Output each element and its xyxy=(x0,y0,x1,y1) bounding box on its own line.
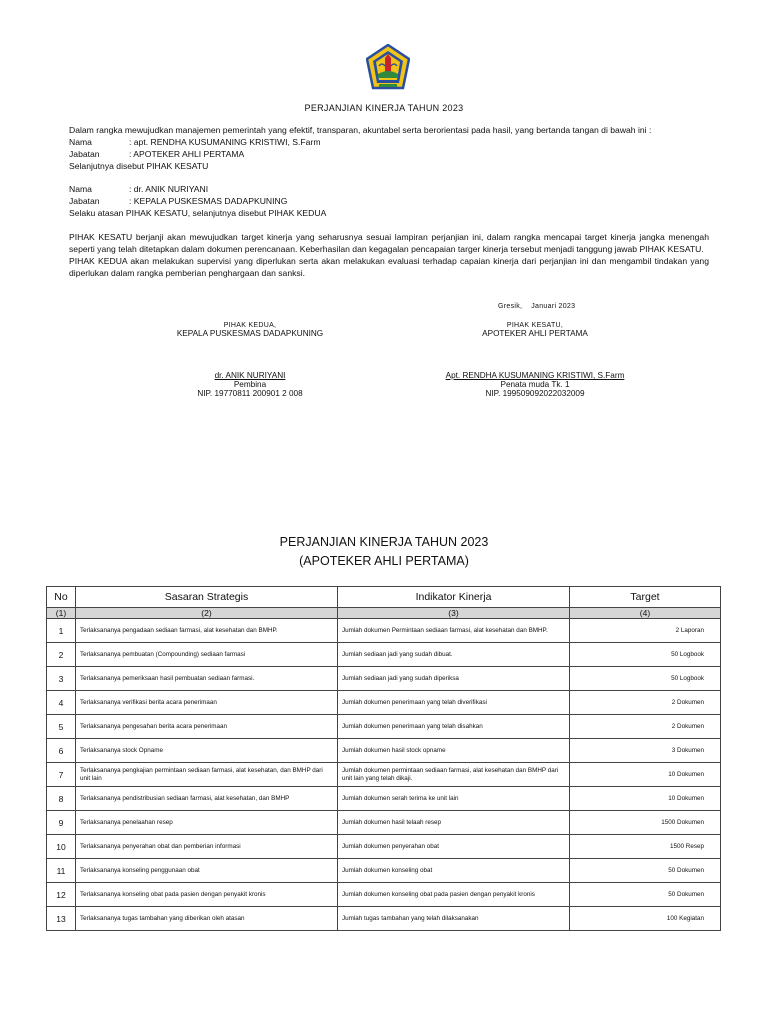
cell-target: 2 Dokumen xyxy=(570,691,721,715)
cell-target: 50 Logbook xyxy=(570,643,721,667)
cell-indikator: Jumlah dokumen penerimaan yang telah diverifikasi xyxy=(338,691,570,715)
signature-left-role: PIHAK KEDUA, xyxy=(223,322,277,329)
index-col-2: (2) xyxy=(76,608,338,619)
table-row xyxy=(47,907,721,931)
paragraph-supervision: PIHAK KEDUA akan melakukan supervisi yang diperlukan serta akan melakukan evaluasi terhadap capaian kinerja dari perjanjian ini dan mengambil tindakan yang diperlukan dalam rangka pemberian penghargaan dan sanksi. xyxy=(69,256,709,278)
index-col-4: (4) xyxy=(570,608,721,619)
party2-position-label: Jabatan xyxy=(69,196,100,206)
cell-no: 7 xyxy=(47,763,76,787)
party1-alias: Selanjutnya disebut PIHAK KESATU xyxy=(69,161,209,171)
table-row xyxy=(47,811,721,835)
cell-no: 13 xyxy=(47,907,76,931)
party2-alias: Selaku atasan PIHAK KESATU, selanjutnya disebut PIHAK KEDUA xyxy=(69,208,327,218)
party1-position-label: Jabatan xyxy=(69,149,100,159)
paragraph-responsibility: PIHAK KESATU berjanji akan mewujudkan target kinerja yang seharusnya sesuai lampiran perjanjian ini, dalam rangka mencapai target kinerja jangka menengah seperti yang telah ditetapkan dalam dokumen perencanaan. Keberhasilan dan kegagalan pencapaian targer kinerja tersebut menjadi tanggung jawab PIHAK KESATU. xyxy=(69,232,709,254)
signature-right-nip: NIP. 199509092022032009 xyxy=(485,389,585,398)
party1-name-label: Nama xyxy=(69,137,92,147)
party2-name-value: : dr. ANIK NURIYANI xyxy=(129,184,209,194)
cell-no: 9 xyxy=(47,811,76,835)
table-row xyxy=(47,643,721,667)
table-row xyxy=(47,835,721,859)
signature-left-title: KEPALA PUSKESMAS DADAPKUNING xyxy=(176,329,324,338)
party1-position-value: : APOTEKER AHLI PERTAMA xyxy=(129,149,245,159)
signature-right xyxy=(415,322,655,398)
cell-indikator: Jumlah sediaan jadi yang sudah diperiksa xyxy=(338,667,570,691)
cell-no: 3 xyxy=(47,667,76,691)
cell-target: 2 Dokumen xyxy=(570,715,721,739)
table-row xyxy=(47,883,721,907)
cell-no: 2 xyxy=(47,643,76,667)
table-header-row xyxy=(47,587,721,608)
cell-sasaran: Terlaksananya konseling obat pada pasien dengan penyakit kronis xyxy=(76,883,338,907)
party2-position-value: : KEPALA PUSKESMAS DADAPKUNING xyxy=(129,196,288,206)
performance-table xyxy=(46,586,721,931)
cell-no: 10 xyxy=(47,835,76,859)
cell-sasaran: Terlaksananya pemeriksaan hasil pembuatan sediaan farmasi. xyxy=(76,667,338,691)
cell-indikator: Jumlah dokumen permintaan sediaan farmasi, alat kesehatan dan BMHP dari unit lain yang telah dikaji. xyxy=(338,763,570,787)
cell-no: 8 xyxy=(47,787,76,811)
cell-no: 4 xyxy=(47,691,76,715)
table-row xyxy=(47,739,721,763)
cell-indikator: Jumlah dokumen hasil stock opname xyxy=(338,739,570,763)
cell-no: 12 xyxy=(47,883,76,907)
header-no: No xyxy=(47,587,76,608)
cell-indikator: Jumlah tugas tambahan yang telah dilaksanakan xyxy=(338,907,570,931)
signature-right-role: PIHAK KESATU, xyxy=(506,322,564,329)
cell-indikator: Jumlah dokumen konseling obat xyxy=(338,859,570,883)
party2-position-row xyxy=(69,195,709,207)
signature-right-title: APOTEKER AHLI PERTAMA xyxy=(482,329,588,338)
index-col-3: (3) xyxy=(338,608,570,619)
cell-indikator: Jumlah dokumen serah terima ke unit lain xyxy=(338,787,570,811)
signature-right-rank: Penata muda Tk. 1 xyxy=(500,380,570,389)
table-row xyxy=(47,619,721,643)
place-date: Gresik, Januari 2023 xyxy=(498,303,576,310)
cell-no: 11 xyxy=(47,859,76,883)
cell-target: 1500 Resep xyxy=(570,835,721,859)
header-indikator: Indikator Kinerja xyxy=(338,587,570,608)
cell-indikator: Jumlah dokumen Permintaan sediaan farmasi, alat kesehatan dan BMHP. xyxy=(338,619,570,643)
intro-text: Dalam rangka mewujudkan manajemen pemerintah yang efektif, transparan, akuntabel serta berorientasi pada hasil, yang bertanda tangan di bawah ini : xyxy=(69,125,652,135)
table-row xyxy=(47,763,721,787)
cell-no: 5 xyxy=(47,715,76,739)
index-col-1: (1) xyxy=(47,608,76,619)
cell-sasaran: Terlaksananya pembuatan (Compounding) sediaan farmasi xyxy=(76,643,338,667)
cell-target: 50 Dokumen xyxy=(570,859,721,883)
party1-name-row xyxy=(69,136,709,148)
opening-block xyxy=(69,124,709,279)
annex-title-line2: (APOTEKER AHLI PERTAMA) xyxy=(299,554,469,568)
cell-target: 50 Logbook xyxy=(570,667,721,691)
cell-indikator: Jumlah dokumen penerimaan yang telah disahkan xyxy=(338,715,570,739)
table-row xyxy=(47,787,721,811)
annex-title xyxy=(0,533,768,571)
party1-position-row xyxy=(69,148,709,160)
cell-target: 10 Dokumen xyxy=(570,787,721,811)
cell-indikator: Jumlah dokumen hasil telaah resep xyxy=(338,811,570,835)
header-sasaran: Sasaran Strategis xyxy=(76,587,338,608)
cell-no: 1 xyxy=(47,619,76,643)
party2-name-label: Nama xyxy=(69,184,92,194)
signature-left-name: dr. ANIK NURIYANI xyxy=(214,371,286,380)
header-target: Target xyxy=(570,587,721,608)
cell-sasaran: Terlaksananya penyerahan obat dan pemberian informasi xyxy=(76,835,338,859)
cell-indikator: Jumlah dokumen penyerahan obat xyxy=(338,835,570,859)
party2-name-row xyxy=(69,183,709,195)
cell-sasaran: Terlaksananya pendistribusian sediaan farmasi, alat kesehatan, dan BMHP xyxy=(76,787,338,811)
cell-sasaran: Terlaksananya tugas tambahan yang diberikan oleh atasan xyxy=(76,907,338,931)
table-row xyxy=(47,715,721,739)
cell-target: 3 Dokumen xyxy=(570,739,721,763)
document-title: PERJANJIAN KINERJA TAHUN 2023 xyxy=(304,103,464,113)
cell-indikator: Jumlah sediaan jadi yang sudah dibuat. xyxy=(338,643,570,667)
cell-no: 6 xyxy=(47,739,76,763)
cell-target: 10 Dokumen xyxy=(570,763,721,787)
table-row xyxy=(47,667,721,691)
cell-sasaran: Terlaksananya verifikasi berita acara penerimaan xyxy=(76,691,338,715)
cell-target: 50 Dokumen xyxy=(570,883,721,907)
party1-name-value: : apt. RENDHA KUSUMANING KRISTIWI, S.Farm xyxy=(129,137,321,147)
cell-sasaran: Terlaksananya penelaahan resep xyxy=(76,811,338,835)
cell-sasaran: Terlaksananya konseling penggunaan obat xyxy=(76,859,338,883)
cell-target: 1500 Dokumen xyxy=(570,811,721,835)
cell-sasaran: Terlaksananya pengesahan berita acara penerimaan xyxy=(76,715,338,739)
table-index-row xyxy=(47,608,721,619)
table-row xyxy=(47,859,721,883)
regency-emblem-logo xyxy=(366,44,410,92)
signature-left-rank: Pembina xyxy=(233,380,267,389)
cell-target: 100 Kegiatan xyxy=(570,907,721,931)
cell-sasaran: Terlaksananya pengkajian permintaan sediaan farmasi, alat kesehatan, dan BMHP dari unit lain xyxy=(76,763,338,787)
cell-target: 2 Laporan xyxy=(570,619,721,643)
annex-title-line1: PERJANJIAN KINERJA TAHUN 2023 xyxy=(279,535,489,549)
cell-sasaran: Terlaksananya pengadaan sediaan farmasi, alat kesehatan dan BMHP. xyxy=(76,619,338,643)
signature-right-name: Apt. RENDHA KUSUMANING KRISTIWI, S.Farm xyxy=(445,371,625,380)
cell-indikator: Jumlah dokumen konseling obat pada pasien dengan penyakit kronis xyxy=(338,883,570,907)
signature-left-nip: NIP. 19770811 200901 2 008 xyxy=(197,389,303,398)
table-row xyxy=(47,691,721,715)
signature-left xyxy=(130,322,370,398)
cell-sasaran: Terlaksananya stock Opname xyxy=(76,739,338,763)
